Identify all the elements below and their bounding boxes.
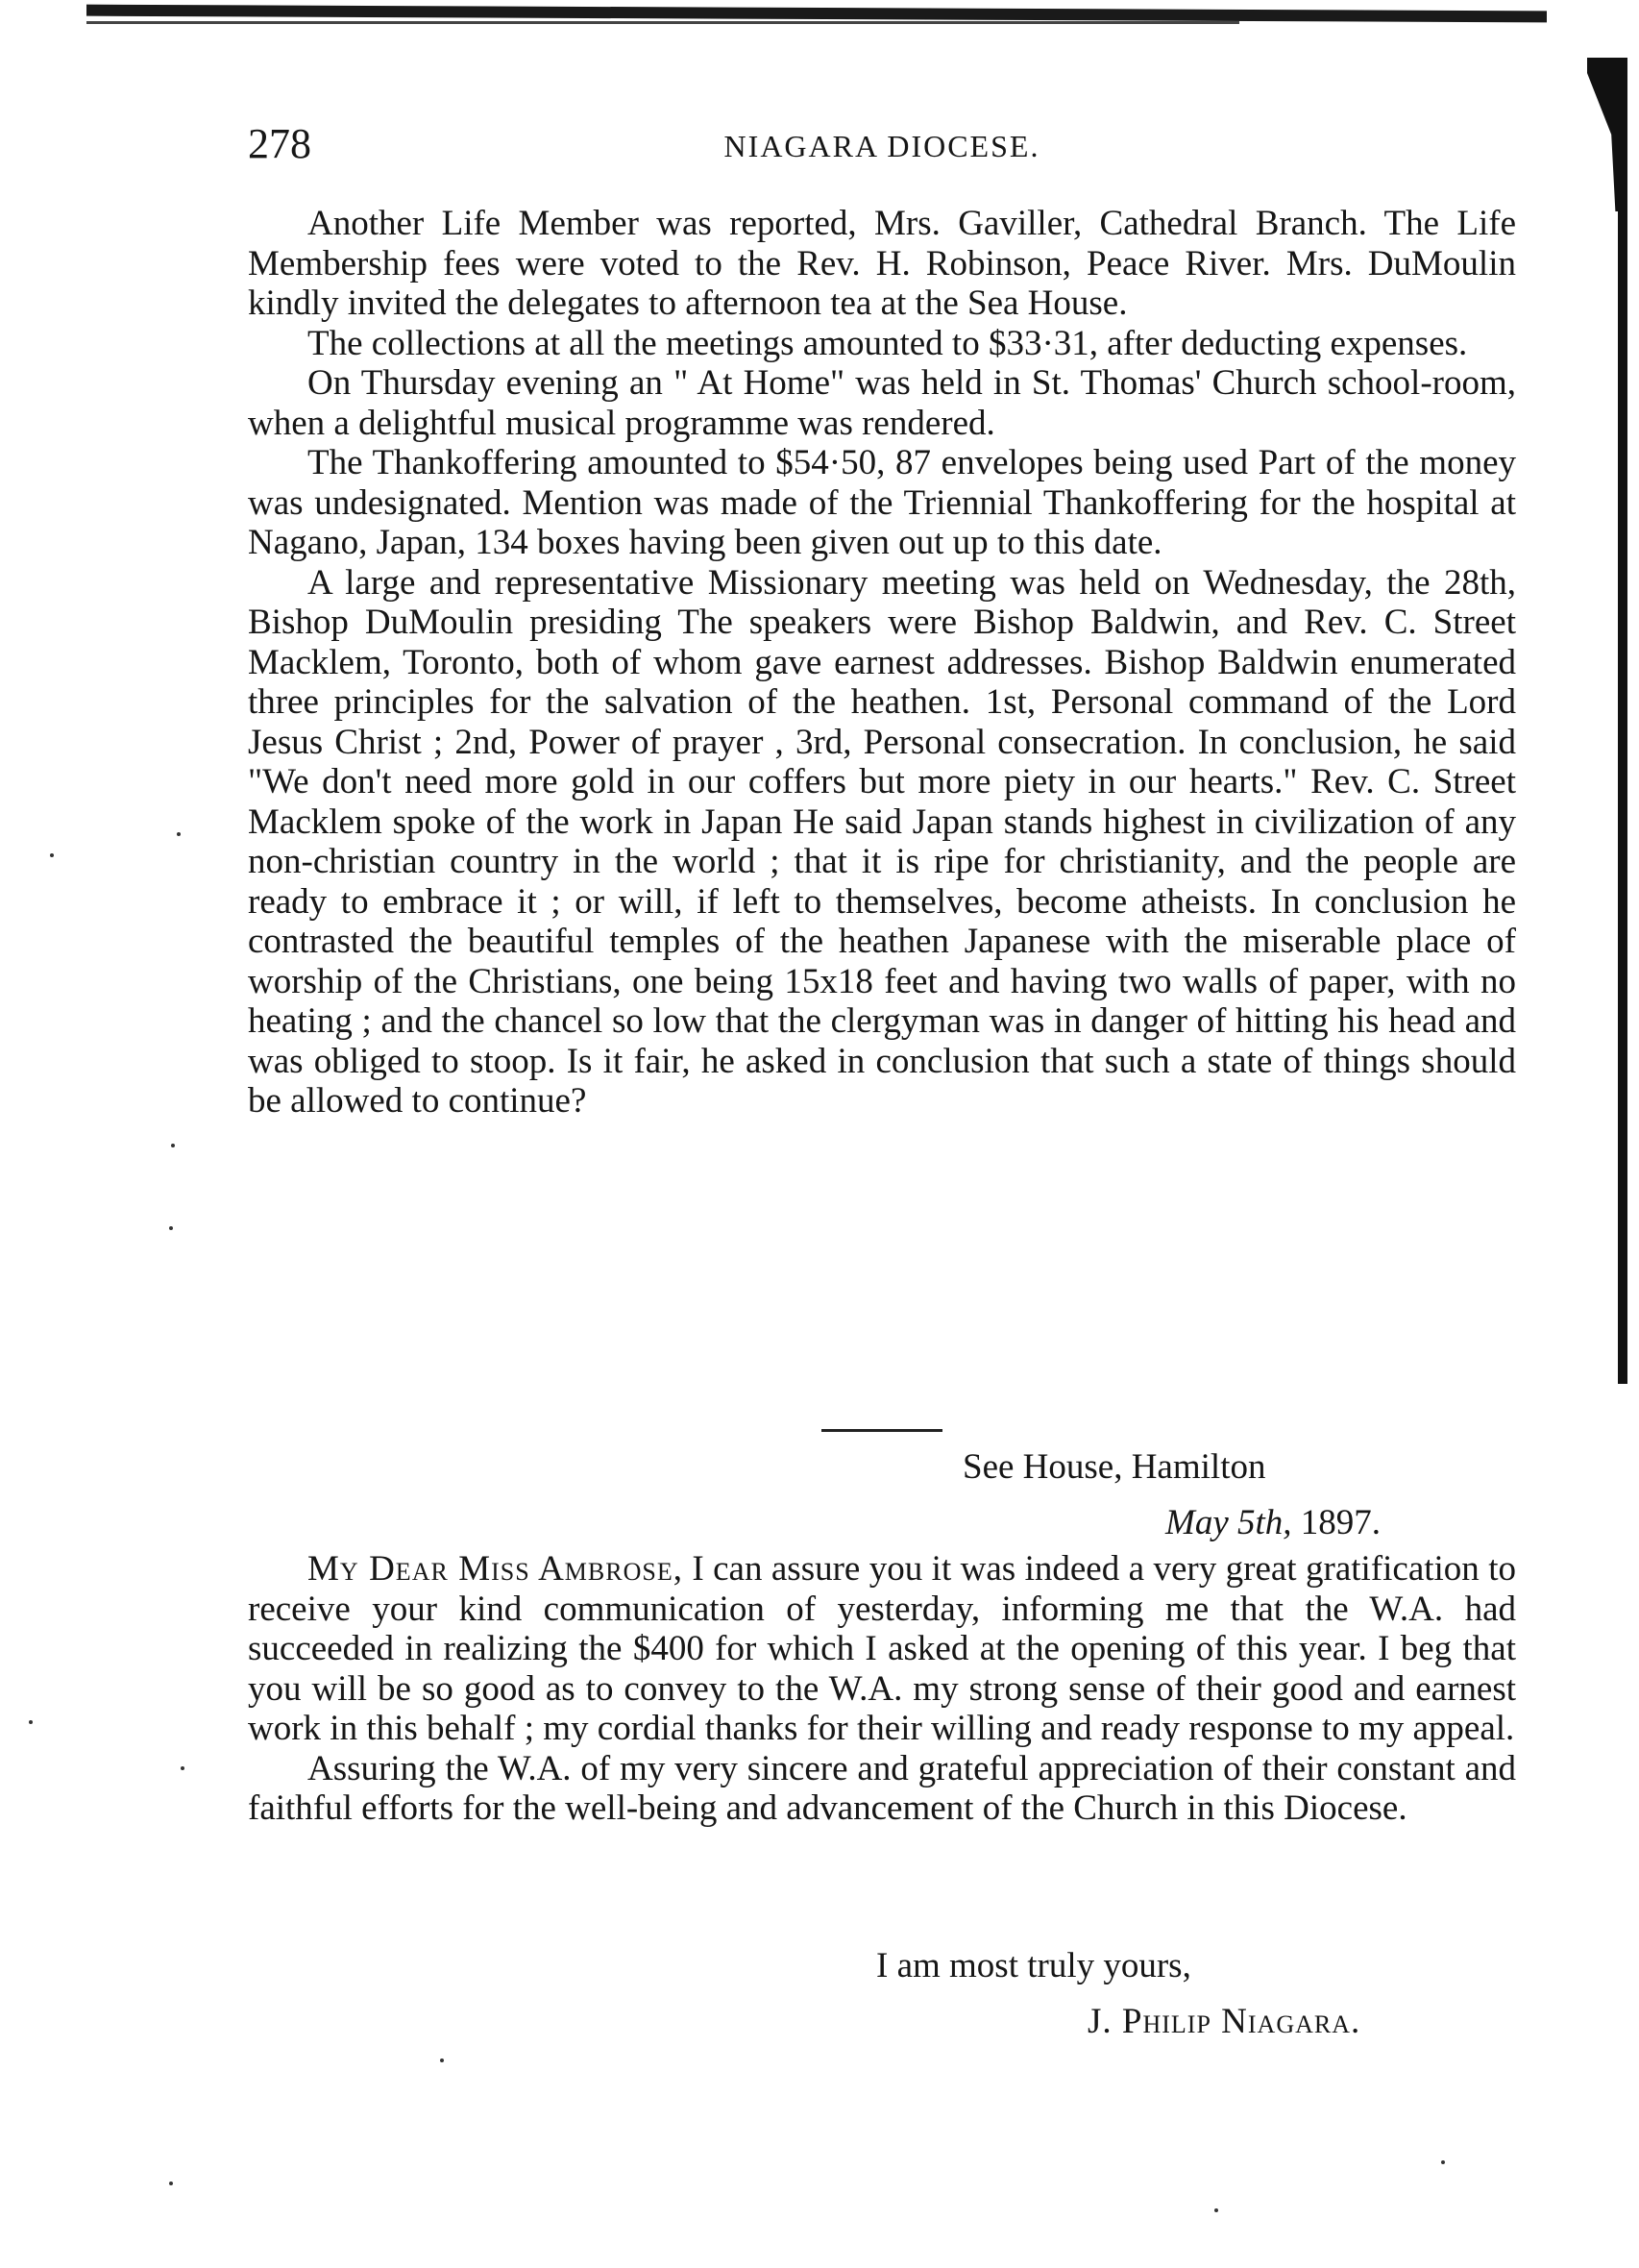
top-rule-thin <box>86 21 1239 24</box>
report-paragraph: On Thursday evening an " At Home" was held in St. Thomas' Church school-room, when a delightful musical programme was rendered. <box>248 363 1516 443</box>
report-paragraph: A large and representative Missionary meeting was held on Wednesday, the 28th, Bishop DuMoulin presiding The speakers were Bishop Baldwin, and Rev. C. Street Macklem, Toronto, both of whom gave earnest addresses. Bishop Baldwin enumerated three principles for the salvation of the heathen. 1st, Personal command of the Lord Jesus Christ ; 2nd, Power of prayer , 3rd, Personal consecration. In conclusion, he said "We don't need more gold in our coffers but more piety in our hearts." Rev. C. Street Macklem spoke of the work in Japan He said Japan stands highest in civilization of any non-christian country in the world ; that it is ripe for christianity, and the people are ready to embrace it ; or will, if left to themselves, become atheists. In conclusion he contrasted the beautiful temples of the heathen Japanese with the miserable place of worship of the Christians, one being 15x18 feet and having two walls of paper, with no heating ; and the chancel so low that the clergyman was in danger of hitting his head and was obliged to stoop. Is it fair, he asked in conclusion that such a state of things should be allowed to continue? <box>248 562 1516 1121</box>
scan-speck <box>181 1766 184 1770</box>
scan-speck <box>1214 2208 1218 2212</box>
top-rule <box>86 5 1547 23</box>
scan-speck <box>440 2058 444 2062</box>
scan-speck <box>50 853 54 857</box>
report-text <box>248 204 1516 1122</box>
letter-closing: I am most truly yours, <box>876 1946 1191 1985</box>
scan-speck <box>1441 2160 1445 2164</box>
scan-speck <box>171 1144 175 1147</box>
letter-paragraph <box>248 1549 1516 1749</box>
scan-speck <box>29 1720 33 1724</box>
page-number: 278 <box>248 120 311 167</box>
page-header <box>248 115 1516 173</box>
report-paragraph: Another Life Member was reported, Mrs. Gaviller, Cathedral Branch. The Life Membership fees were voted to the Rev. H. Robinson, Peace River. Mrs. DuMoulin kindly invited the delegates to afternoon tea at the Sea House. <box>248 204 1516 323</box>
scan-speck <box>169 2182 173 2185</box>
letter-body <box>248 1549 1516 1829</box>
letter-signature: J. Philip Niagara. <box>1088 2002 1361 2041</box>
letter-place: See House, Hamilton <box>963 1447 1266 1487</box>
report-paragraph: The collections at all the meetings amounted to $33·31, after deducting expenses. <box>307 323 1468 363</box>
section-divider <box>821 1429 942 1432</box>
letter-paragraph: Assuring the W.A. of my very sincere and grateful appreciation of their constant and faithful efforts for the well-being and advancement of the Church in this Diocese. <box>248 1748 1516 1828</box>
running-head: NIAGARA DIOCESE. <box>723 129 1040 163</box>
page-binding-tab <box>1587 58 1627 211</box>
scan-speck <box>177 832 181 836</box>
scan-speck <box>169 1226 173 1230</box>
letter-date-year: 1897. <box>1300 1503 1382 1542</box>
letter-date-month-day: May 5th, <box>1165 1503 1292 1542</box>
letter-paragraph-text: I can assure you it was indeed a very great gratification to receive your kind communication of yesterday, informing me that the W.A. had succeeded in realizing the $400 for which I asked at the opening of this year. I beg that you will be so good as to convey to the W.A. my strong sense of their good and earnest work in this behalf ; my cordial thanks for their willing and ready response to my appeal. <box>248 1549 1516 1748</box>
page-binding-edge <box>1618 58 1627 1384</box>
report-paragraph: The Thankoffering amounted to $54·50, 87 envelopes being used Part of the money was undesignated. Mention was made of the Triennial Thankoffering for the hospital at Nagano, Japan, 134 boxes having been given out up to this date. <box>248 443 1516 562</box>
letter-salutation: My Dear Miss Ambrose, <box>307 1549 683 1589</box>
letter-date <box>1165 1502 1381 1543</box>
